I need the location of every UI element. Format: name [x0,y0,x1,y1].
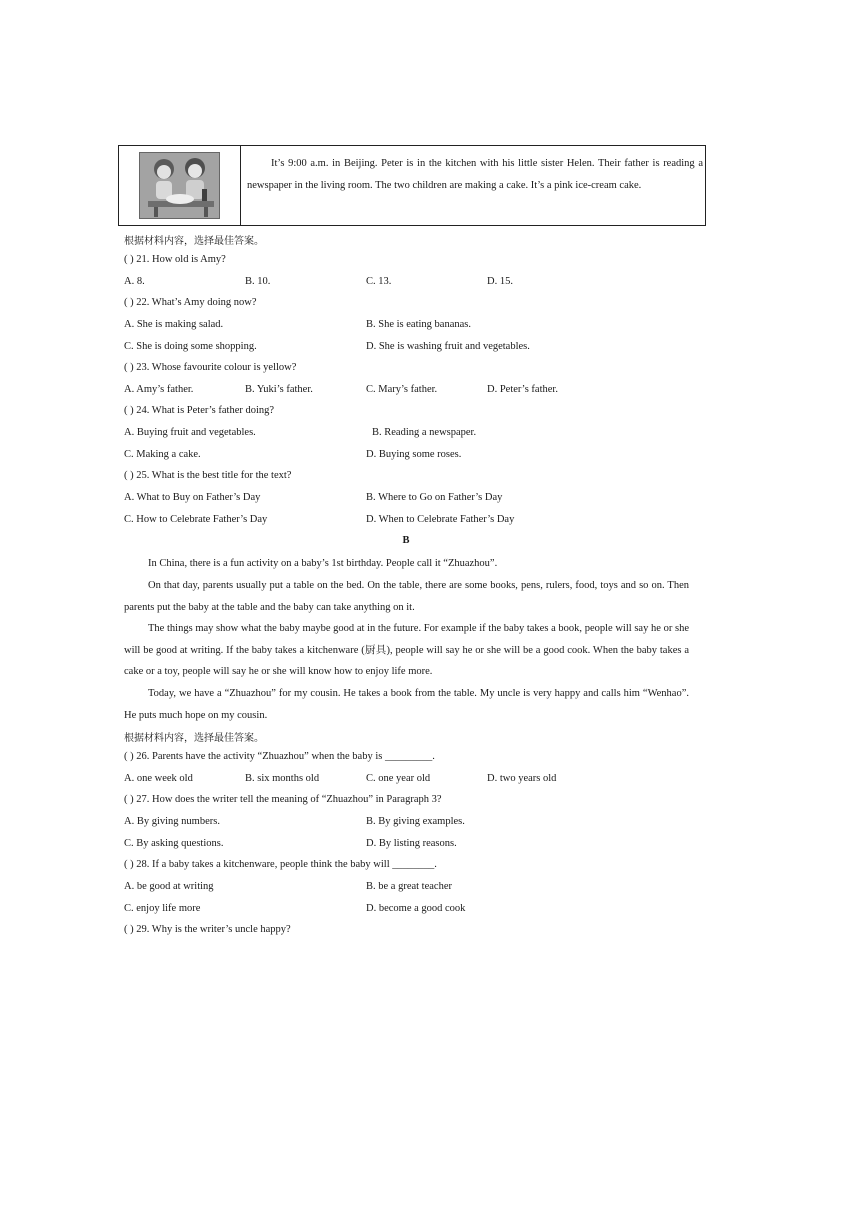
option: C. one year old [366,773,431,784]
passage-b-paragraph-3: The things may show what the baby maybe good at in the future. For example if the baby takes a book, people will say he or she will be good at writing. If the baby takes a kitchenware (厨具), people will say he or she will be a good cook. When the baby takes a cake or a toy, people will say he or she will know how to enjoy life more. [124,623,689,677]
question-26: ( ) 26. Parents have the activity “Zhuazhou” when the baby is _________. [124,751,435,762]
option: B. Where to Go on Father’s Day [366,492,503,503]
option: C. She is doing some shopping. [124,341,257,352]
option: B. six months old [245,773,320,784]
question-23: ( ) 23. Whose favourite colour is yellow? [124,362,297,373]
passage-a-text: It’s 9:00 a.m. in Beijing. Peter is in the kitchen with his little sister Helen. Their father is reading a newspaper in the living room. The two children are making a cake. It’s a pink ice-cream cake. [247,158,703,191]
question-25: ( ) 25. What is the best title for the text? [124,470,292,481]
option: B. By giving examples. [366,816,465,827]
option: A. 8. [124,276,145,287]
option: A. Buying fruit and vegetables. [124,427,256,438]
passage-box [118,145,706,226]
option: D. Peter’s father. [487,384,558,395]
question-27: ( ) 27. How does the writer tell the meaning of “Zhuazhou” in Paragraph 3? [124,794,442,805]
option: D. 15. [487,276,513,287]
section-b-instruction: 根据材料内容，选择最佳答案。 [124,733,264,744]
option: B. 10. [245,276,271,287]
option: A. She is making salad. [124,319,224,330]
passage-b-paragraph-1: In China, there is a fun activity on a baby’s 1st birthday. People call it “Zhuazhou”. [148,558,498,569]
option: B. Reading a newspaper. [372,427,477,438]
option: B. be a great teacher [366,881,452,892]
option: A. be good at writing [124,881,214,892]
option: D. two years old [487,773,557,784]
option: D. When to Celebrate Father’s Day [366,514,515,525]
question-29: ( ) 29. Why is the writer’s uncle happy? [124,924,291,935]
option: B. Yuki’s father. [245,384,313,395]
option: A. Amy’s father. [124,384,194,395]
option: C. 13. [366,276,392,287]
option: C. enjoy life more [124,903,201,914]
question-24: ( ) 24. What is Peter’s father doing? [124,405,275,416]
option: C. How to Celebrate Father’s Day [124,514,268,525]
section-b-heading: B [402,535,410,546]
question-22: ( ) 22. What’s Amy doing now? [124,297,257,308]
option: D. Buying some roses. [366,449,462,460]
passage-b-paragraph-2: On that day, parents usually put a table on the bed. On the table, there are some books, pens, rulers, food, toys and so on. Then parents put the baby at the table and the baby can take anything on it. [124,580,689,613]
question-28: ( ) 28. If a baby takes a kitchenware, people think the baby will ________. [124,859,437,870]
option: C. Mary’s father. [366,384,438,395]
option: D. By listing reasons. [366,838,457,849]
option: B. She is eating bananas. [366,319,471,330]
option: A. What to Buy on Father’s Day [124,492,261,503]
option: D. She is washing fruit and vegetables. [366,341,530,352]
section-a-instruction: 根据材料内容，选择最佳答案。 [124,236,264,247]
option: A. By giving numbers. [124,816,220,827]
option: C. Making a cake. [124,449,201,460]
option: D. become a good cook [366,903,466,914]
question-21: ( ) 21. How old is Amy? [124,254,226,265]
children-cooking-illustration [139,152,220,219]
option: A. one week old [124,773,193,784]
option: C. By asking questions. [124,838,224,849]
passage-b-paragraph-4: Today, we have a “Zhuazhou” for my cousin. He takes a book from the table. My uncle is very happy and calls him “Wenhao”. He puts much hope on my cousin. [124,688,689,721]
